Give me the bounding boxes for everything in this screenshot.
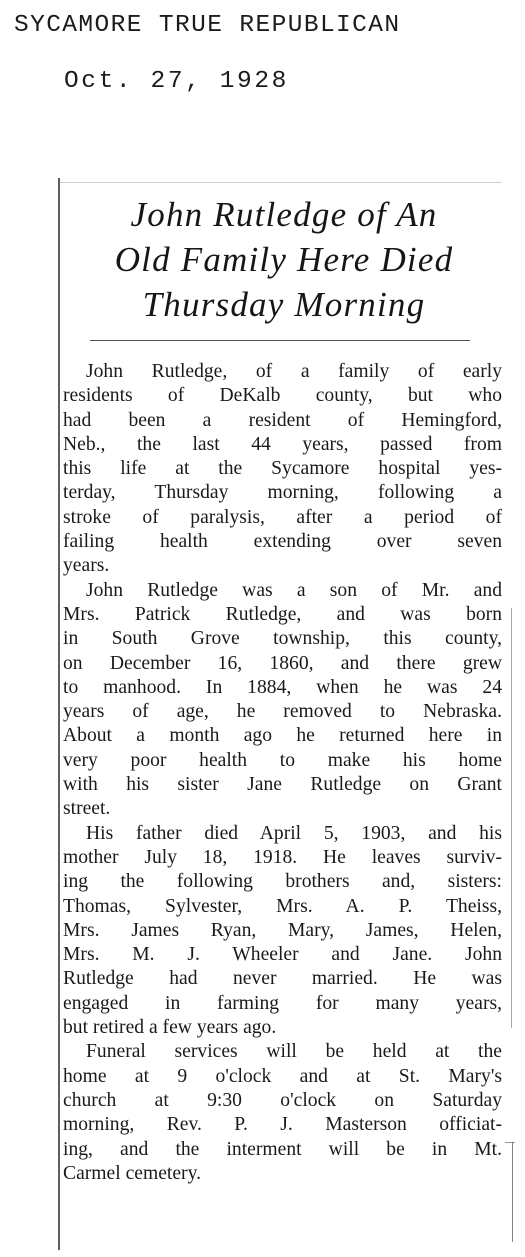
paragraph-line: Rutledge had never married. He was — [63, 968, 502, 990]
paragraph-line: Thomas, Sylvester, Mrs. A. P. Theiss, — [63, 895, 502, 917]
headline-divider — [90, 340, 470, 341]
paragraph-line: on December 16, 1860, and there grew — [63, 652, 502, 674]
paragraph-line: years of age, he removed to Nebraska. — [63, 701, 502, 723]
paragraph-line: with his sister Jane Rutledge on Grant — [63, 774, 502, 796]
paragraph-line: years. — [63, 555, 110, 577]
headline-line: Thursday Morning — [142, 285, 426, 324]
paragraph-line: residents of DeKalb county, but who — [63, 385, 502, 407]
paragraph-line: church at 9:30 o'clock on Saturday — [63, 1089, 502, 1111]
paragraph-line: ing, and the interment will be in Mt. — [63, 1138, 502, 1160]
paragraph-line: mother July 18, 1918. He leaves surviv- — [63, 846, 502, 868]
adjacent-column-edge — [512, 1142, 513, 1242]
paragraph-line: morning, Rev. P. J. Masterson officiat- — [63, 1114, 502, 1136]
article-headline — [58, 192, 510, 327]
paragraph-line: to manhood. In 1884, when he was 24 — [63, 676, 502, 698]
paragraph-line: About a month ago he returned here in — [63, 725, 502, 747]
paragraph-line: home at 9 o'clock and at St. Mary's — [63, 1065, 502, 1087]
paragraph-line: had been a resident of Hemingford, — [63, 409, 502, 431]
article-body — [58, 360, 502, 1186]
paragraph-line: in South Grove township, this county, — [63, 628, 502, 650]
paragraph-line: failing health extending over seven — [63, 531, 502, 553]
article-clipping — [58, 178, 510, 1250]
paragraph-first-line: John Rutledge was a son of Mr. and — [86, 579, 502, 601]
paragraph-line: stroke of paralysis, after a period of — [63, 506, 502, 528]
paragraph-first-line: His father died April 5, 1903, and his — [86, 822, 502, 844]
paragraph-line: street. — [63, 798, 111, 820]
paragraph-line: engaged in farming for many years, — [63, 992, 502, 1014]
paragraph-line: Mrs. Patrick Rutledge, and was born — [63, 603, 502, 625]
paragraph-line: Mrs. M. J. Wheeler and Jane. John — [63, 944, 502, 966]
clipping-top-rule — [60, 182, 502, 183]
paragraph-line: ing the following brothers and, sisters: — [63, 871, 502, 893]
paragraph-first-line: John Rutledge, of a family of early — [86, 361, 502, 382]
headline-line: John Rutledge of An — [130, 195, 438, 234]
paragraph-line: but retired a few years ago. — [63, 1017, 277, 1039]
paragraph-line: terday, Thursday morning, following a — [63, 482, 502, 504]
clipping-right-rule — [511, 608, 512, 1028]
paragraph-line: Carmel cemetery. — [63, 1162, 201, 1184]
adjacent-column-tick — [505, 1142, 515, 1143]
headline-line: Old Family Here Died — [114, 240, 454, 279]
paragraph-line: this life at the Sycamore hospital yes- — [63, 458, 502, 480]
paragraph-line: Neb., the last 44 years, passed from — [63, 433, 502, 455]
paragraph-line: very poor health to make his home — [63, 749, 502, 771]
newspaper-name: SYCAMORE TRUE REPUBLICAN — [14, 12, 401, 39]
paragraph-line: Mrs. James Ryan, Mary, James, Helen, — [63, 919, 502, 941]
paragraph-first-line: Funeral services will be held at the — [86, 1041, 502, 1063]
publication-date: Oct. 27, 1928 — [64, 68, 289, 95]
